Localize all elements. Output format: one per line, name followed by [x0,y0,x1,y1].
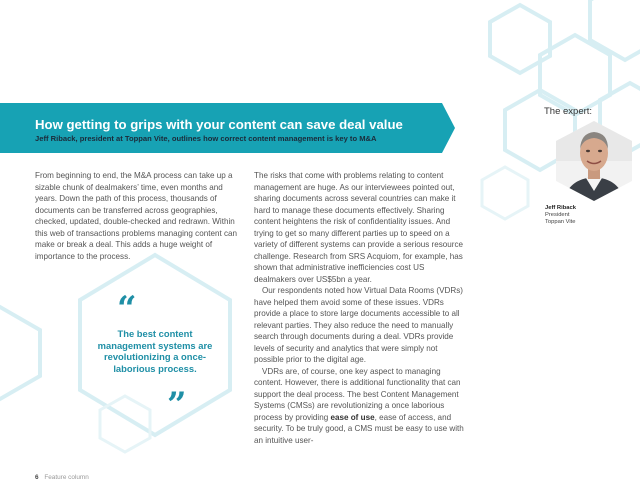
pull-quote: The best content management systems are revolutionizing a once-laborious process. [97,328,213,374]
body-column-1 [35,170,245,262]
body-paragraph: The risks that come with problems relating to content management are huge. As our interviewees pointed out, sharing documents across several countries can make it hard to manage these documents effectively. Sharing content heightens the risk of confidentiality issues. And trying to get so many different parties up to speed on a variety of different systems can provide a serious resource challenge. Research from SRS Acquiom, for example, has shown that administrative inefficiencies cost US dealmakers over US$5bn a year. [254,171,464,284]
hexagon-shape [590,0,640,60]
expert-photo [556,121,632,201]
section-name: Feature column [44,474,89,481]
hexagon-shape [100,396,150,452]
article-subtitle: Jeff Riback, president at Toppan Vite, outlines how correct content management is key to M&A [35,134,377,143]
page-number: 6 [35,474,39,481]
expert-label: The expert: [544,106,593,117]
body-paragraph: Our respondents noted how Virtual Data Rooms (VDRs) have helped them avoid some of these issues. VDRs provide a place to store large documents accessible to all relevant parties. They also reduce the need to manually search through documents during a deal. VDRs provide levels of security and analytics that were simply not possible prior to the digital age. [254,286,463,364]
body-text: , ease of access, and security. To be truly good, a CMS must be easy to use with an intuitive user- [254,412,464,445]
close-quote-icon: ” [167,385,187,425]
body-paragraph: From beginning to end, the M&A process can take up a sizable chunk of dealmakers’ time, even months and years. Down the path of this process, thousands of documents can be transferred across geographies, checked, updated, double-checked and redrawn. Within this web of transactions problems managing content can make or break a deal. This adds a huge weight of importance to the process. [35,171,238,261]
hexagon-shape [0,307,40,399]
article-title: How getting to grips with your content can save deal value [35,117,403,132]
expert-organization: Toppan Vite [545,219,576,225]
body-paragraph [254,366,464,447]
body-text: VDRs are, of course, one key aspect to managing content. However, there is additional functionality that can support the deal process. The best Content Management Systems (CMSs) are revolutionizing a once laborious process by providing [254,366,461,422]
expert-name: Jeff Riback [545,205,576,211]
open-quote-icon: “ [117,289,137,329]
title-banner [0,103,455,153]
page-footer [35,474,89,481]
expert-role: President [545,212,570,218]
hexagon-shape [482,167,528,219]
body-column-2 [254,170,464,446]
highlighted-phrase: ease of use [330,412,375,422]
